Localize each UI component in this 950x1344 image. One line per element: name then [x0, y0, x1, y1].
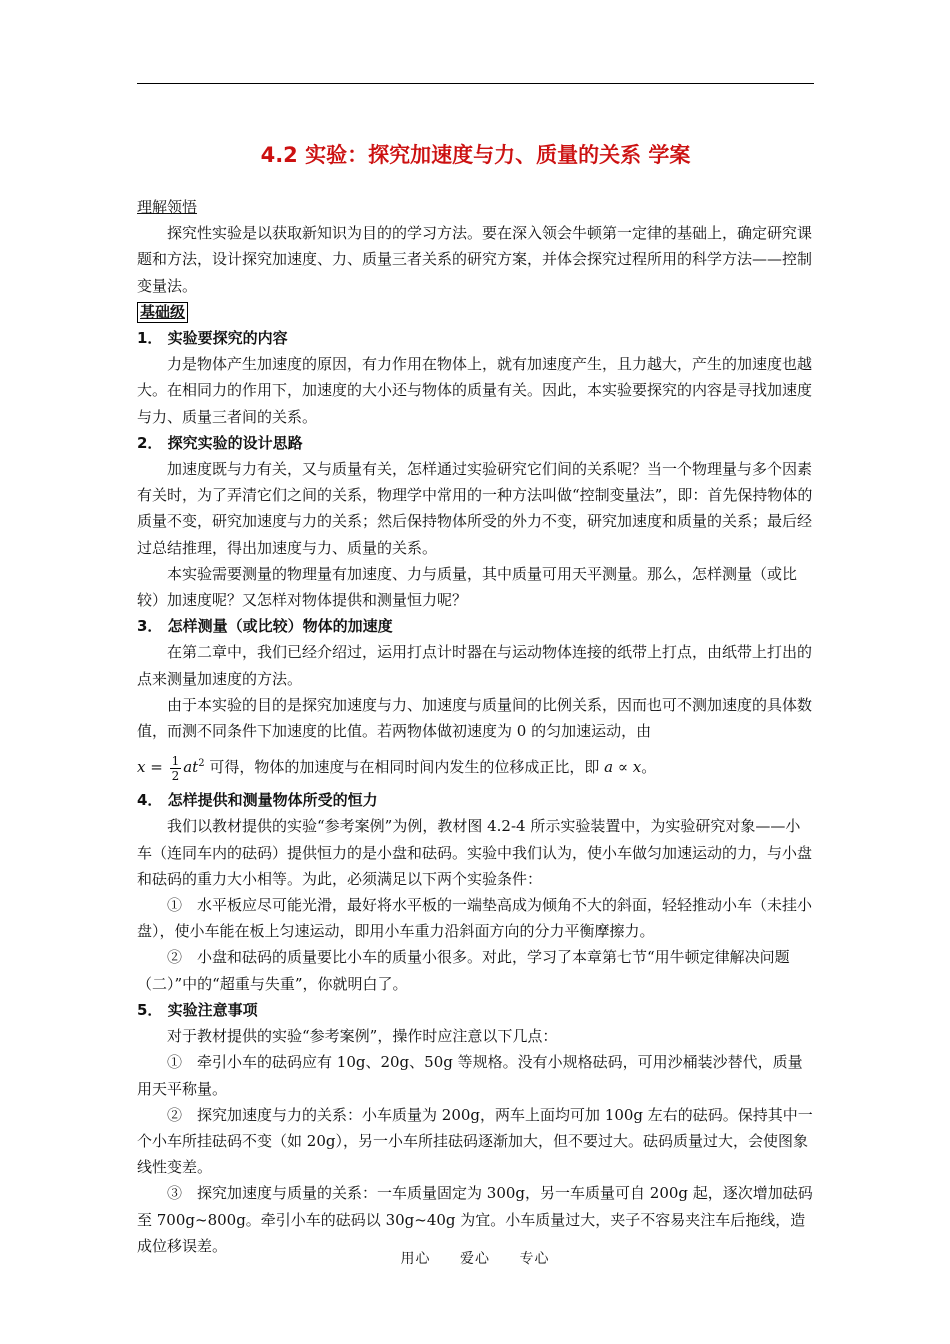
- proportion-expression: a ∝ x: [604, 758, 642, 777]
- paragraph-1: 力是物体产生加速度的原因，有力作用在物体上，就有加速度产生，且力越大，产生的加速度也越大。在相同力的作用下，加速度的大小还与物体的质量有关。因此，本实验要探究的内容是寻找加速度与力、质量三者间的关系。: [137, 355, 813, 426]
- paragraph-5d: ③ 探究加速度与质量的关系：一车质量固定为 300g，另一车质量可自 200g 起，逐次增加砝码至 700g~800g。牵引小车的砝码以 30g~40g 为宜。小车质量过大，夹子不容易夹注车后拖线，造成位移误差。: [137, 1184, 813, 1255]
- paragraph-4a: 我们以教材提供的实验“参考案例”为例，教材图 4.2-4 所示实验装置中，为实验研究对象——小车（连同车内的砝码）提供恒力的是小盘和砝码。实验中我们认为，使小车做匀加速运动的力，与小盘和砝码的重力大小相等。为此，必须满足以下两个实验条件：: [137, 817, 813, 888]
- page-footer: [0, 1248, 950, 1268]
- formula-end: 。: [641, 758, 657, 777]
- formula-exponent: 2: [198, 758, 205, 770]
- document-body: [137, 138, 814, 1259]
- paragraph-5b: ① 牵引小车的砝码应有 10g、20g、50g 等规格。没有小规格砝码，可用沙桶装沙替代，质量用天平称量。: [137, 1053, 803, 1098]
- paragraph-5a: 对于教材提供的实验“参考案例”，操作时应注意以下几点：: [167, 1027, 558, 1046]
- paragraph-4c: ② 小盘和砝码的质量要比小车的质量小很多。对此，学习了本章第七节“用牛顿定律解决问题（二）”中的“超重与失重”，你就明白了。: [137, 948, 790, 993]
- formula-lhs: x =: [137, 758, 163, 777]
- paragraph-5c: ② 探究加速度与力的关系：小车质量为 200g，两车上面均可加 100g 左右的砝码。保持其中一个小车所挂砝码不变（如 20g），另一小车所挂砝码逐渐加大，但不要过大。砝码质量过大，会使图象线性变差。: [137, 1105, 813, 1177]
- fraction-denominator: 2: [171, 768, 180, 783]
- heading-1: 1． 实验要探究的内容: [137, 329, 288, 348]
- paragraph-4b: ① 水平板应尽可能光滑，最好将水平板的一端垫高成为倾角不大的斜面，轻轻推动小车（未挂小盘），使小车能在板上匀速运动，即用小车重力沿斜面方向的分力平衡摩擦力。: [137, 896, 813, 941]
- footer-item: 用心: [400, 1251, 431, 1267]
- footer-item: 爱心: [460, 1251, 490, 1267]
- heading-5: 5． 实验注意事项: [137, 1000, 258, 1019]
- paragraph-3a: 在第二章中，我们已经介绍过，运用打点计时器在与运动物体连接的纸带上打点，由纸带上打出的点来测量加速度的方法。: [137, 643, 813, 688]
- page-title: 4.2 实验：探究加速度与力、质量的关系 学案: [260, 143, 691, 167]
- formula-fraction: [170, 754, 182, 783]
- heading-4: 4． 怎样提供和测量物体所受的恒力: [137, 791, 378, 810]
- section-label: 理解领悟: [137, 198, 198, 216]
- paragraph-2b: 本实验需要测量的物理量有加速度、力与质量，其中质量可用天平测量。那么，怎样测量（或比较）加速度呢？又怎样对物体提供和测量恒力呢？: [137, 564, 798, 610]
- fraction-numerator: 1: [171, 753, 180, 768]
- formula-rhs: at: [183, 758, 199, 777]
- formula-line: [137, 744, 814, 787]
- intro-paragraph: 探究性实验是以获取新知识为目的的学习方法。要在深入领会牛顿第一定律的基础上，确定研究课题和方法，设计探究加速度、力、质量三者关系的研究方案，并体会探究过程所用的科学方法——控制变量法。: [137, 224, 813, 295]
- paragraph-2a: 加速度既与力有关，又与质量有关，怎样通过实验研究它们间的关系呢？当一个物理量与多个因素有关时，为了弄清它们之间的关系，物理学中常用的一种方法叫做“控制变量法”，即：首先保持物体的质量不变，研究加速度与力的关系；然后保持物体所受的外力不变，研究加速度和质量的关系；最后经过总结推理，得出加速度与力、质量的关系。: [137, 460, 813, 557]
- footer-item: 专心: [519, 1251, 550, 1267]
- paragraph-3b: 由于本实验的目的是探究加速度与力、加速度与质量间的比例关系，因而也可不测加速度的具体数值，而测不同条件下加速度的比值。若两物体做初速度为 0 的匀加速运动，由: [137, 695, 813, 741]
- level-label: 基础级: [137, 302, 188, 323]
- header-rule: [137, 83, 814, 84]
- heading-2: 2． 探究实验的设计思路: [137, 433, 303, 452]
- formula-after: 可得，物体的加速度与在相同时间内发生的位移成正比，即: [204, 758, 605, 777]
- heading-3: 3． 怎样测量（或比较）物体的加速度: [137, 617, 393, 636]
